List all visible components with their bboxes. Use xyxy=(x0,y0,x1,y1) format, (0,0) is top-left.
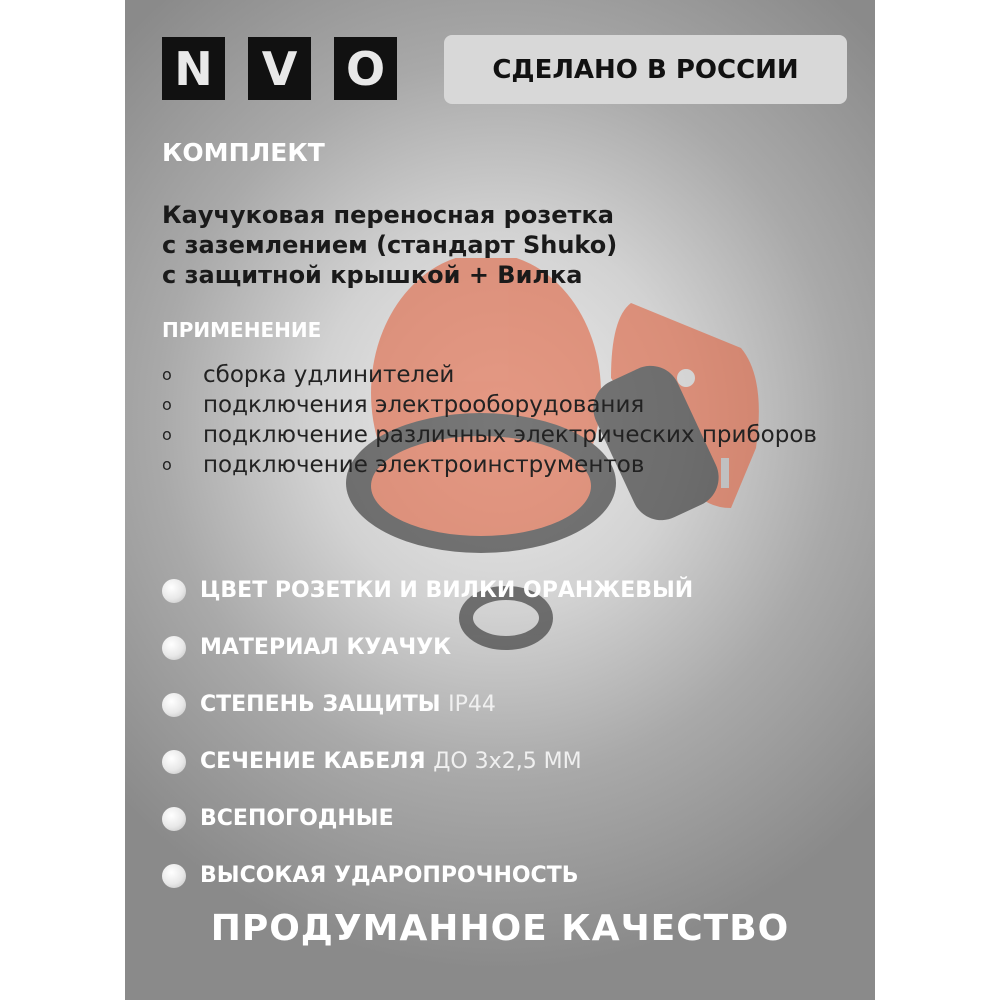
usage-item-text: подключение электроинструментов xyxy=(203,452,645,478)
bullet-circle-icon: o xyxy=(162,425,172,444)
kit-line: с защитной крышкой + Вилка xyxy=(162,261,583,289)
feature-item xyxy=(162,619,693,676)
feature-label: СТЕПЕНЬ ЗАЩИТЫ xyxy=(200,692,441,717)
list-item xyxy=(162,450,842,480)
list-item xyxy=(162,420,842,450)
bullet-dot-icon xyxy=(162,636,186,660)
list-item xyxy=(162,360,842,390)
usage-item-text: сборка удлинителей xyxy=(203,362,455,388)
bullet-dot-icon xyxy=(162,807,186,831)
kit-description xyxy=(162,200,802,290)
feature-item xyxy=(162,847,693,904)
kit-line: с заземлением (стандарт Shuko) xyxy=(162,231,618,259)
feature-label: ЦВЕТ РОЗЕТКИ И ВИЛКИ ОРАНЖЕВЫЙ xyxy=(200,578,694,603)
feature-item xyxy=(162,733,693,790)
feature-item xyxy=(162,676,693,733)
logo-letter-o: O xyxy=(334,37,397,100)
logo-letter-n: N xyxy=(162,37,225,100)
feature-label: СЕЧЕНИЕ КАБЕЛЯ xyxy=(200,749,426,774)
feature-label: ВЫСОКАЯ УДАРОПРОЧНОСТЬ xyxy=(200,863,579,888)
bullet-dot-icon xyxy=(162,579,186,603)
kit-line: Каучуковая переносная розетка xyxy=(162,201,614,229)
bullet-dot-icon xyxy=(162,864,186,888)
usage-list xyxy=(162,360,842,480)
product-card xyxy=(125,0,875,1000)
kit-heading: КОМПЛЕКТ xyxy=(162,138,325,167)
feature-value: IP44 xyxy=(448,692,496,717)
features-list xyxy=(162,562,693,904)
feature-item xyxy=(162,562,693,619)
bullet-circle-icon: o xyxy=(162,455,172,474)
list-item xyxy=(162,390,842,420)
quality-slogan: ПРОДУМАННОЕ КАЧЕСТВО xyxy=(210,908,790,949)
feature-value: ДО 3x2,5 ММ xyxy=(433,749,582,774)
bullet-circle-icon: o xyxy=(162,365,172,384)
brand-logo xyxy=(162,37,397,100)
made-in-russia-badge: СДЕЛАНО В РОССИИ xyxy=(444,35,847,104)
feature-item xyxy=(162,790,693,847)
bullet-circle-icon: o xyxy=(162,395,172,414)
usage-heading: ПРИМЕНЕНИЕ xyxy=(162,318,322,342)
logo-letter-v: V xyxy=(248,37,311,100)
bullet-dot-icon xyxy=(162,750,186,774)
feature-label: МАТЕРИАЛ КУАЧУК xyxy=(200,635,452,660)
bullet-dot-icon xyxy=(162,693,186,717)
usage-item-text: подключение различных электрических приборов xyxy=(203,422,817,448)
feature-label: ВСЕПОГОДНЫЕ xyxy=(200,806,394,831)
usage-item-text: подключения электрооборудования xyxy=(203,392,645,418)
